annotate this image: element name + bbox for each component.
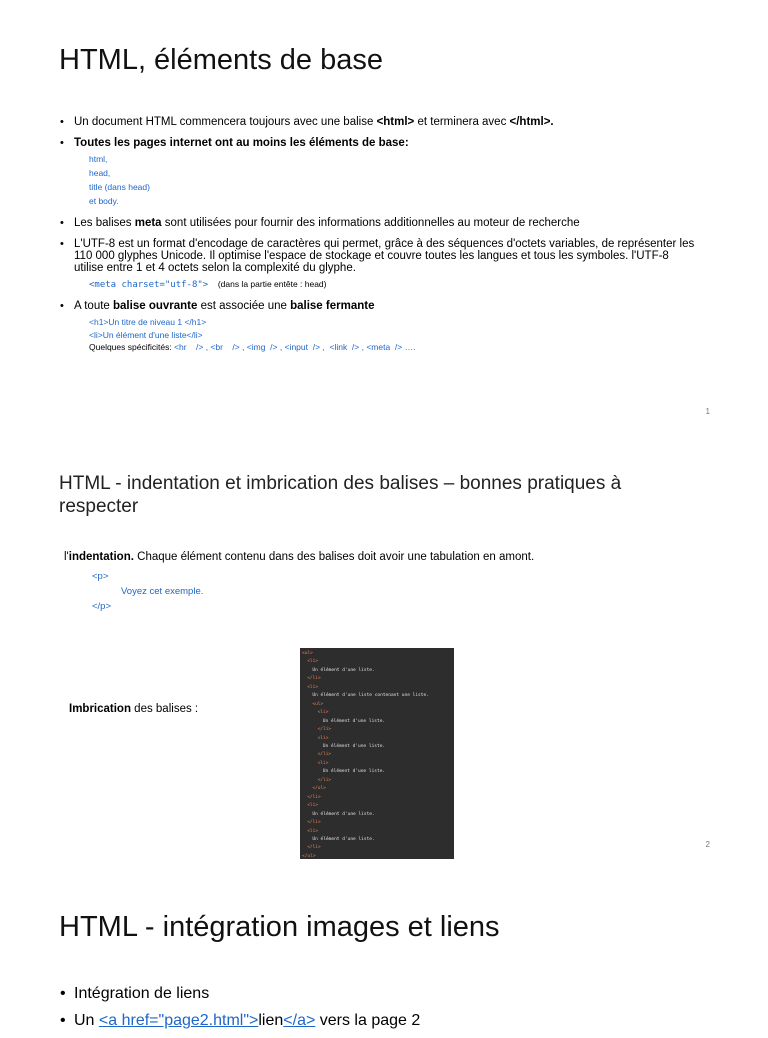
code-line — [300, 667, 454, 675]
code-line — [300, 675, 454, 683]
bullet-bold: balise fermante — [290, 300, 375, 312]
code-line — [300, 658, 454, 666]
code-line — [300, 726, 454, 734]
bullet-bold: <html> — [376, 116, 415, 128]
bullet-text: vers la page 2 — [315, 1012, 421, 1029]
page-number: 2 — [705, 840, 710, 849]
code-screenshot — [300, 648, 454, 859]
code-line — [300, 709, 454, 717]
code-line — [300, 684, 454, 692]
examples — [74, 316, 700, 354]
code-text: Un élément d'une liste. — [312, 667, 375, 673]
code-line — [300, 811, 454, 819]
code-line — [300, 701, 454, 709]
code-tag: </li> — [307, 794, 321, 800]
code-tag: <li> — [317, 760, 329, 766]
code-line — [300, 853, 454, 859]
code-tag: </li> — [317, 752, 332, 758]
bullet-base-elements — [60, 137, 700, 208]
code-tag: <li> — [307, 684, 319, 690]
code-tag: </li> — [317, 727, 332, 733]
code-tag: </li> — [307, 820, 321, 826]
slide-title: HTML - intégration images et liens — [59, 911, 500, 943]
slide-3 — [0, 864, 768, 1029]
bold-term: Imbrication — [69, 703, 131, 715]
code-tag: </li> — [307, 845, 321, 851]
code-text: Un élément d'une liste. — [312, 811, 375, 817]
text-prefix: l' — [64, 551, 69, 563]
bullet-bold: Toutes les pages internet ont au moins les éléments de base: — [74, 137, 409, 149]
slide-1 — [0, 0, 768, 432]
bullet-utf8 — [60, 238, 700, 291]
code-text: Un élément d'une liste. — [322, 743, 386, 749]
base-element-item: title (dans head) — [89, 182, 150, 192]
code-line — [300, 785, 454, 793]
bullet-text: est associée une — [197, 300, 291, 312]
code-note: (dans la partie entête : head) — [217, 279, 327, 289]
code-tag: </li> — [317, 777, 332, 783]
code-tag: <li> — [317, 735, 329, 741]
bullet-text: Un — [74, 1012, 99, 1029]
bullet-bold: </html>. — [509, 116, 554, 128]
bullet-list — [60, 116, 700, 363]
bullet-text: sont utilisées pour fournir des informations additionnelles au moteur de recherche — [161, 217, 580, 229]
text-body: Chaque élément contenu dans des balises doit avoir une tabulation en amont. — [133, 551, 535, 563]
bullet-link-example — [60, 1011, 420, 1031]
code-line — [300, 760, 454, 768]
code-line — [300, 828, 454, 836]
code-line — [300, 836, 454, 844]
slide-2 — [0, 432, 768, 864]
code-line — [300, 692, 454, 700]
specifics-label: Quelques spécificités: — [89, 342, 175, 352]
imbrication-label — [69, 703, 198, 715]
code-line — [300, 751, 454, 759]
code-tag: </ul> — [302, 853, 316, 859]
code-line — [300, 735, 454, 743]
specifics-line — [89, 341, 700, 354]
text-body: des balises : — [130, 703, 199, 715]
code-line — [300, 718, 454, 726]
bullet-links: • Intégration de liens — [60, 984, 420, 1004]
bullet-text: L'UTF-8 est un format d'encodage de caractères qui permet, grâce à des séquences d'octets variables, de représenter les 110 000 glyphes Unicode. Il optimise l'espace de stockage et couvre toutes les langues et tous les symboles. l'UTF-8 utilise entre 1 et 4 octets selon la complexité du glyphe. — [74, 238, 695, 274]
code-line — [300, 768, 454, 776]
slide-title: HTML - indentation et imbrication des balises – bonnes pratiques à respecter — [59, 473, 622, 517]
code-line: <p> — [92, 571, 109, 582]
bullet-bold: balise ouvrante — [113, 300, 198, 312]
example-line: <li>Un élément d'une liste</li> — [89, 329, 203, 340]
bullet-text: et terminera avec — [414, 116, 510, 128]
code-line: Voyez cet exemple. — [121, 586, 204, 597]
code-line — [300, 777, 454, 785]
code-line — [300, 794, 454, 802]
page-number: 1 — [705, 407, 710, 416]
code-line: </p> — [92, 601, 112, 612]
code-tag: <ul> — [312, 701, 324, 707]
base-elements-list — [74, 152, 700, 208]
bullet-text: lien — [258, 1012, 284, 1029]
code-text: Un élément d'une liste contenant une liste. — [312, 693, 429, 699]
base-element-item: head, — [89, 168, 111, 178]
specifics-tags: <hr /> , <br /> , <img /> , <input /> , <link /> , <meta /> …. — [174, 342, 416, 352]
anchor-open-tag: <a href="page2.html"> — [98, 1012, 259, 1029]
code-tag: <li> — [307, 659, 319, 665]
meta-charset-line — [74, 278, 700, 291]
code-tag: <li> — [307, 803, 319, 809]
code-tag: </li> — [307, 676, 321, 682]
bold-term: indentation. — [68, 551, 134, 563]
bullet-bold: meta — [134, 217, 162, 229]
indentation-example — [92, 569, 203, 614]
slide-title: HTML, éléments de base — [59, 44, 383, 76]
code-line — [300, 844, 454, 852]
code-line — [300, 743, 454, 751]
bullet-open-close — [60, 300, 700, 354]
bullet-list — [60, 984, 420, 1038]
bullet-text: Les balises — [74, 217, 135, 229]
code-text: Un élément d'une liste. — [322, 718, 386, 724]
code-line — [300, 650, 454, 658]
code-line — [300, 802, 454, 810]
example-line: <h1>Un titre de niveau 1 </h1> — [89, 317, 207, 327]
code-tag: <li> — [307, 828, 319, 834]
indentation-text — [64, 551, 534, 563]
code-text: Un élément d'une liste. — [312, 836, 375, 842]
code-tag: </ul> — [312, 786, 326, 792]
base-element-item: html, — [89, 154, 108, 164]
anchor-close-tag: </a> — [283, 1012, 316, 1029]
bullet-text: A toute — [74, 300, 114, 312]
code-tag: <ul> — [302, 651, 313, 656]
code-text: Un élément d'une liste. — [322, 769, 386, 775]
bullet-html-tag — [60, 116, 700, 128]
base-element-item: et body. — [89, 196, 119, 206]
bullet-meta — [60, 217, 700, 229]
bullet-text: Un document HTML commencera toujours avec une balise — [74, 116, 377, 128]
code-snippet: <meta charset="utf-8"> — [89, 280, 209, 290]
code-tag: <li> — [317, 710, 329, 716]
code-line — [300, 819, 454, 827]
